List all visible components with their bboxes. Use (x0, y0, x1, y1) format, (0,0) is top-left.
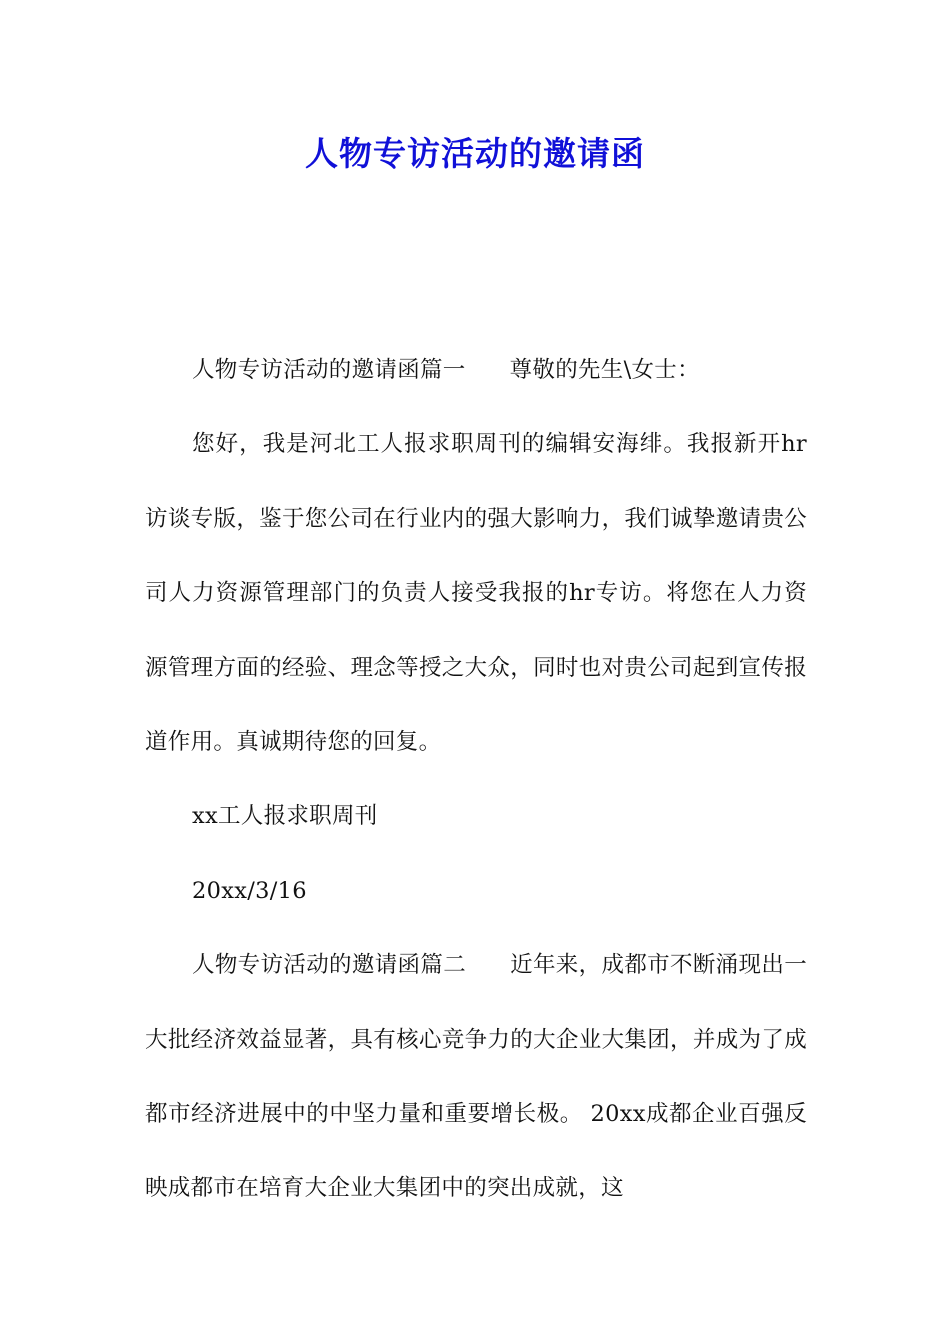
letter1-date: 20xx/3/16 (192, 877, 307, 904)
document-body (145, 333, 807, 1226)
letter1-heading-paragraph (145, 333, 807, 407)
letter1-heading: 人物专访活动的邀请函篇一 (192, 357, 466, 383)
letter1-salutation: 尊敬的先生\女士： (509, 357, 700, 383)
letter1-body-paragraph: 您好，我是河北工人报求职周刊的编辑安海绯。我报新开hr访谈专版，鉴于您公司在行业内的强大影响力，我们诚挚邀请贵公司人力资源管理部门的负责人接受我报的hr专访。将您在人力资源管理方面的经验、理念等授之大众，同时也对贵公司起到宣传报道作用。真诚期待您的回复。 (145, 431, 807, 756)
letter2-paragraph (145, 928, 807, 1226)
document-title: 人物专访活动的邀请函 (305, 134, 645, 173)
letter2-heading: 人物专访活动的邀请函篇二 (192, 952, 467, 979)
letter1-signature: xx工人报求职周刊 (192, 803, 378, 830)
letter2-body: 近年来，成都市不断涌现出一大批经济效益显著，具有核心竞争力的大企业大集团，并成为了成都市经济进展中的中坚力量和重要增长极。 20xx成都企业百强反映成都市在培育大企业大集团中的突出成就，这 (145, 952, 807, 1202)
